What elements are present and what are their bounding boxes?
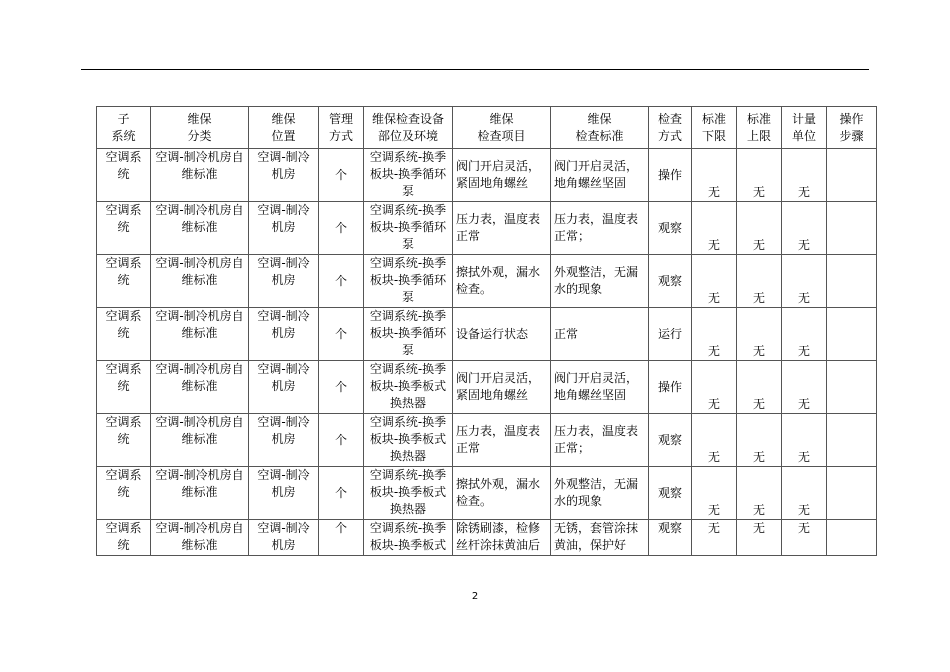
header-unit: 计量 单位 — [782, 107, 827, 149]
cell-item: 阀门开启灵活，紧固地角螺丝 — [453, 361, 551, 414]
cell-upper: 无 — [737, 308, 782, 361]
header-upper: 标准 上限 — [737, 107, 782, 149]
cell-management: 个 — [319, 467, 364, 520]
header-management: 管理 方式 — [319, 107, 364, 149]
cell-unit: 无 — [782, 361, 827, 414]
cell-lower: 无 — [692, 414, 737, 467]
table-header-row — [97, 107, 877, 149]
header-lower: 标准 下限 — [692, 107, 737, 149]
cell-steps — [827, 202, 877, 255]
cell-upper: 无 — [737, 202, 782, 255]
table-row — [97, 414, 877, 467]
cell-equipment: 空调系统-换季板块-换季循环泵 — [364, 202, 453, 255]
header-equipment: 维保检查设备 部位及环境 — [364, 107, 453, 149]
cell-standard: 阀门开启灵活，地角螺丝坚固 — [551, 149, 649, 202]
cell-upper: 无 — [737, 414, 782, 467]
header-method: 检查 方式 — [649, 107, 692, 149]
cell-lower: 无 — [692, 361, 737, 414]
cell-management: 个 — [319, 308, 364, 361]
cell-steps — [827, 520, 877, 556]
cell-steps — [827, 361, 877, 414]
cell-subsystem: 空调系统 — [97, 520, 151, 556]
cell-category: 空调-制冷机房自维标准 — [151, 467, 249, 520]
table-row — [97, 255, 877, 308]
header-subsystem: 子 系统 — [97, 107, 151, 149]
header-category: 维保 分类 — [151, 107, 249, 149]
cell-unit: 无 — [782, 520, 827, 556]
cell-method: 观察 — [649, 255, 692, 308]
cell-standard: 压力表，温度表正常； — [551, 414, 649, 467]
cell-unit: 无 — [782, 149, 827, 202]
cell-location: 空调-制冷机房 — [249, 414, 319, 467]
cell-management: 个 — [319, 149, 364, 202]
cell-method: 观察 — [649, 202, 692, 255]
cell-method: 观察 — [649, 520, 692, 556]
header-standard: 维保 检查标准 — [551, 107, 649, 149]
cell-item: 除锈刷漆，检修丝杆涂抹黄油后 — [453, 520, 551, 556]
cell-category: 空调-制冷机房自维标准 — [151, 202, 249, 255]
cell-location: 空调-制冷机房 — [249, 255, 319, 308]
cell-subsystem: 空调系统 — [97, 467, 151, 520]
table-row — [97, 520, 877, 556]
cell-method: 操作 — [649, 361, 692, 414]
cell-subsystem: 空调系统 — [97, 414, 151, 467]
cell-item: 压力表，温度表正常 — [453, 202, 551, 255]
table-row — [97, 361, 877, 414]
cell-item: 阀门开启灵活，紧固地角螺丝 — [453, 149, 551, 202]
table-row — [97, 149, 877, 202]
cell-lower: 无 — [692, 255, 737, 308]
cell-equipment: 空调系统-换季板块-换季循环泵 — [364, 149, 453, 202]
header-item: 维保 检查项目 — [453, 107, 551, 149]
cell-location: 空调-制冷机房 — [249, 308, 319, 361]
cell-standard: 阀门开启灵活，地角螺丝坚固 — [551, 361, 649, 414]
cell-equipment: 空调系统-换季板块-换季循环泵 — [364, 255, 453, 308]
header-steps: 操作 步骤 — [827, 107, 877, 149]
cell-equipment: 空调系统-换季板块-换季板式换热器 — [364, 414, 453, 467]
cell-equipment: 空调系统-换季板块-换季板式换热器 — [364, 467, 453, 520]
cell-unit: 无 — [782, 308, 827, 361]
cell-unit: 无 — [782, 255, 827, 308]
cell-unit: 无 — [782, 202, 827, 255]
cell-category: 空调-制冷机房自维标准 — [151, 520, 249, 556]
cell-location: 空调-制冷机房 — [249, 467, 319, 520]
cell-upper: 无 — [737, 361, 782, 414]
cell-equipment: 空调系统-换季板块-换季循环泵 — [364, 308, 453, 361]
cell-method: 观察 — [649, 414, 692, 467]
cell-upper: 无 — [737, 520, 782, 556]
cell-management: 个 — [319, 414, 364, 467]
cell-item: 擦拭外观，漏水检查。 — [453, 255, 551, 308]
cell-method: 运行 — [649, 308, 692, 361]
cell-lower: 无 — [692, 520, 737, 556]
cell-subsystem: 空调系统 — [97, 202, 151, 255]
cell-unit: 无 — [782, 467, 827, 520]
cell-category: 空调-制冷机房自维标准 — [151, 308, 249, 361]
cell-category: 空调-制冷机房自维标准 — [151, 149, 249, 202]
cell-lower: 无 — [692, 149, 737, 202]
cell-category: 空调-制冷机房自维标准 — [151, 361, 249, 414]
cell-subsystem: 空调系统 — [97, 361, 151, 414]
cell-location: 空调-制冷机房 — [249, 202, 319, 255]
cell-standard: 正常 — [551, 308, 649, 361]
cell-steps — [827, 414, 877, 467]
cell-steps — [827, 255, 877, 308]
cell-steps — [827, 467, 877, 520]
cell-location: 空调-制冷机房 — [249, 149, 319, 202]
cell-management: 个 — [319, 255, 364, 308]
cell-management: 个 — [319, 202, 364, 255]
page-number: 2 — [471, 591, 479, 602]
cell-upper: 无 — [737, 467, 782, 520]
table-row — [97, 202, 877, 255]
cell-standard: 外观整洁，无漏水的现象 — [551, 255, 649, 308]
cell-management: 个 — [319, 520, 364, 556]
cell-lower: 无 — [692, 467, 737, 520]
table-row — [97, 308, 877, 361]
cell-steps — [827, 149, 877, 202]
cell-subsystem: 空调系统 — [97, 149, 151, 202]
cell-item: 压力表，温度表正常 — [453, 414, 551, 467]
maintenance-table — [96, 106, 877, 556]
cell-location: 空调-制冷机房 — [249, 361, 319, 414]
cell-standard: 外观整洁，无漏水的现象 — [551, 467, 649, 520]
cell-upper: 无 — [737, 149, 782, 202]
top-rule — [81, 69, 869, 70]
cell-method: 操作 — [649, 149, 692, 202]
cell-category: 空调-制冷机房自维标准 — [151, 255, 249, 308]
cell-subsystem: 空调系统 — [97, 255, 151, 308]
cell-standard: 压力表，温度表正常； — [551, 202, 649, 255]
cell-steps — [827, 308, 877, 361]
header-location: 维保 位置 — [249, 107, 319, 149]
cell-equipment: 空调系统-换季板块-换季板式换热器 — [364, 361, 453, 414]
cell-lower: 无 — [692, 202, 737, 255]
cell-standard: 无锈，套管涂抹黄油，保护好 — [551, 520, 649, 556]
table-row — [97, 467, 877, 520]
cell-item: 设备运行状态 — [453, 308, 551, 361]
cell-management: 个 — [319, 361, 364, 414]
cell-unit: 无 — [782, 414, 827, 467]
cell-subsystem: 空调系统 — [97, 308, 151, 361]
cell-equipment: 空调系统-换季板块-换季板式 — [364, 520, 453, 556]
cell-lower: 无 — [692, 308, 737, 361]
cell-location: 空调-制冷机房 — [249, 520, 319, 556]
cell-method: 观察 — [649, 467, 692, 520]
cell-category: 空调-制冷机房自维标准 — [151, 414, 249, 467]
cell-upper: 无 — [737, 255, 782, 308]
cell-item: 擦拭外观，漏水检查。 — [453, 467, 551, 520]
